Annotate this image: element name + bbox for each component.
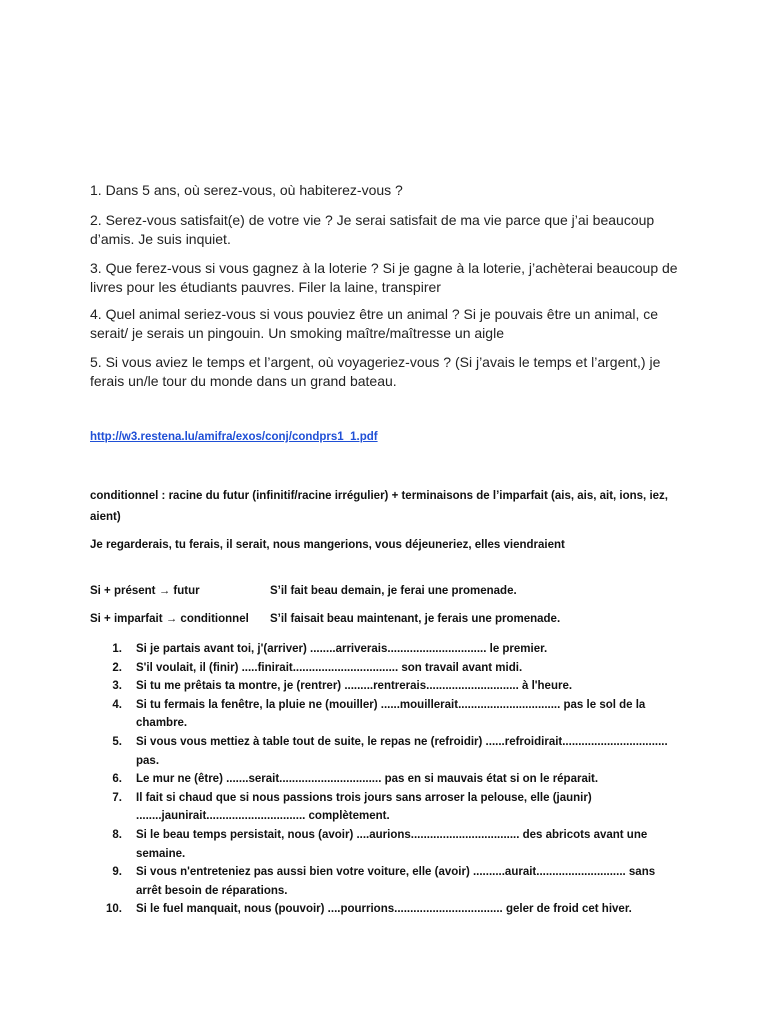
list-item bbox=[90, 770, 680, 789]
question-4: 4. Quel animal seriez-vous si vous pouviez être un animal ? Si je pouvais être un animal, ce serait/ je serais un pingouin. Un smoking maître/maîtresse un aigle bbox=[90, 306, 659, 341]
question-5: 5. Si vous aviez le temps et l’argent, où voyageriez-vous ? (Si j’avais le temps et l’argent,) je ferais un/le tour du monde dans un grand bateau. bbox=[90, 354, 661, 389]
list-item bbox=[90, 863, 680, 900]
exercise-text: Si le beau temps persistait, nous (avoir) ....aurions.................................. des abricots avant une semaine. bbox=[136, 828, 648, 860]
list-item bbox=[90, 640, 680, 659]
exercise-text: Si vous n'entreteniez pas aussi bien votre voiture, elle (avoir) ..........aurait............................ sans arrêt besoin de réparations. bbox=[136, 866, 656, 897]
exercise-number: 7. bbox=[112, 791, 122, 804]
exercise-number: 2. bbox=[112, 661, 122, 674]
exercise-list bbox=[90, 640, 680, 919]
list-item bbox=[90, 696, 680, 733]
question-2: 2. Serez-vous satisfait(e) de votre vie ? Je serai satisfait de ma vie parce que j’ai beaucoup d’amis. Je suis inquiet. bbox=[90, 212, 655, 247]
exercise-text: S'il voulait, il (finir) .....finirait................................. son travail avant midi. bbox=[136, 661, 523, 674]
exercise-number: 3. bbox=[112, 680, 122, 693]
exercise-number: 5. bbox=[112, 735, 122, 748]
exercise-number: 10. bbox=[106, 903, 122, 916]
list-item bbox=[90, 789, 680, 826]
exercise-text: Si tu fermais la fenêtre, la pluie ne (mouiller) ......mouillerait................................ pas le sol de la chambre. bbox=[136, 698, 646, 730]
exercise-text: Si tu me prêtais ta montre, je (rentrer) .........rentrerais............................. à l'heure. bbox=[136, 680, 573, 693]
si-present-example: S’il fait beau demain, je ferai une promenade. bbox=[270, 585, 517, 597]
si-present-label: Si + présent → futur bbox=[90, 585, 200, 597]
exercise-text: Si je partais avant toi, j'(arriver) ........arriverais............................... le premier. bbox=[136, 643, 548, 655]
question-1: 1. Dans 5 ans, où serez-vous, où habiterez-vous ? bbox=[90, 182, 403, 198]
exercise-number: 9. bbox=[112, 866, 122, 879]
list-item bbox=[90, 733, 680, 770]
exercise-pdf-link[interactable]: http://w3.restena.lu/amifra/exos/conj/condprs1_1.pdf bbox=[90, 431, 378, 443]
si-imparfait-label: Si + imparfait → conditionnel bbox=[90, 613, 249, 625]
exercise-text: Il fait si chaud que si nous passions trois jours sans arroser la pelouse, elle (jaunir) ........jaunirait............................... complètement. bbox=[136, 791, 592, 823]
exercise-number: 1. bbox=[112, 643, 122, 655]
exercise-number: 4. bbox=[112, 698, 122, 711]
exercise-text: Le mur ne (être) .......serait................................ pas en si mauvais état si on le réparait. bbox=[136, 773, 599, 786]
exercise-text: Si le fuel manquait, nous (pouvoir) ....pourrions.................................. geler de froid cet hiver. bbox=[136, 903, 632, 916]
list-item bbox=[90, 677, 680, 696]
exercise-text: Si vous vous mettiez à table tout de suite, le repas ne (refroidir) ......refroidirait................................. pas. bbox=[136, 735, 668, 767]
question-3: 3. Que ferez-vous si vous gagnez à la loterie ? Si je gagne à la loterie, j’achèterai beaucoup de livres pour les étudiants pauvres. Filer la laine, transpirer bbox=[90, 260, 678, 295]
exercise-number: 8. bbox=[112, 828, 122, 841]
conditionnel-examples: Je regarderais, tu ferais, il serait, nous mangerions, vous déjeuneriez, elles viendraient bbox=[90, 539, 565, 551]
list-item bbox=[90, 659, 680, 678]
exercise-number: 6. bbox=[112, 773, 122, 786]
conditionnel-rule: conditionnel : racine du futur (infinitif/racine irrégulier) + terminaisons de l’imparfait (ais, ais, ait, ions, iez, aient) bbox=[90, 490, 668, 523]
list-item bbox=[90, 826, 680, 863]
si-imparfait-example: S’il faisait beau maintenant, je ferais une promenade. bbox=[270, 613, 561, 625]
list-item bbox=[90, 900, 680, 919]
